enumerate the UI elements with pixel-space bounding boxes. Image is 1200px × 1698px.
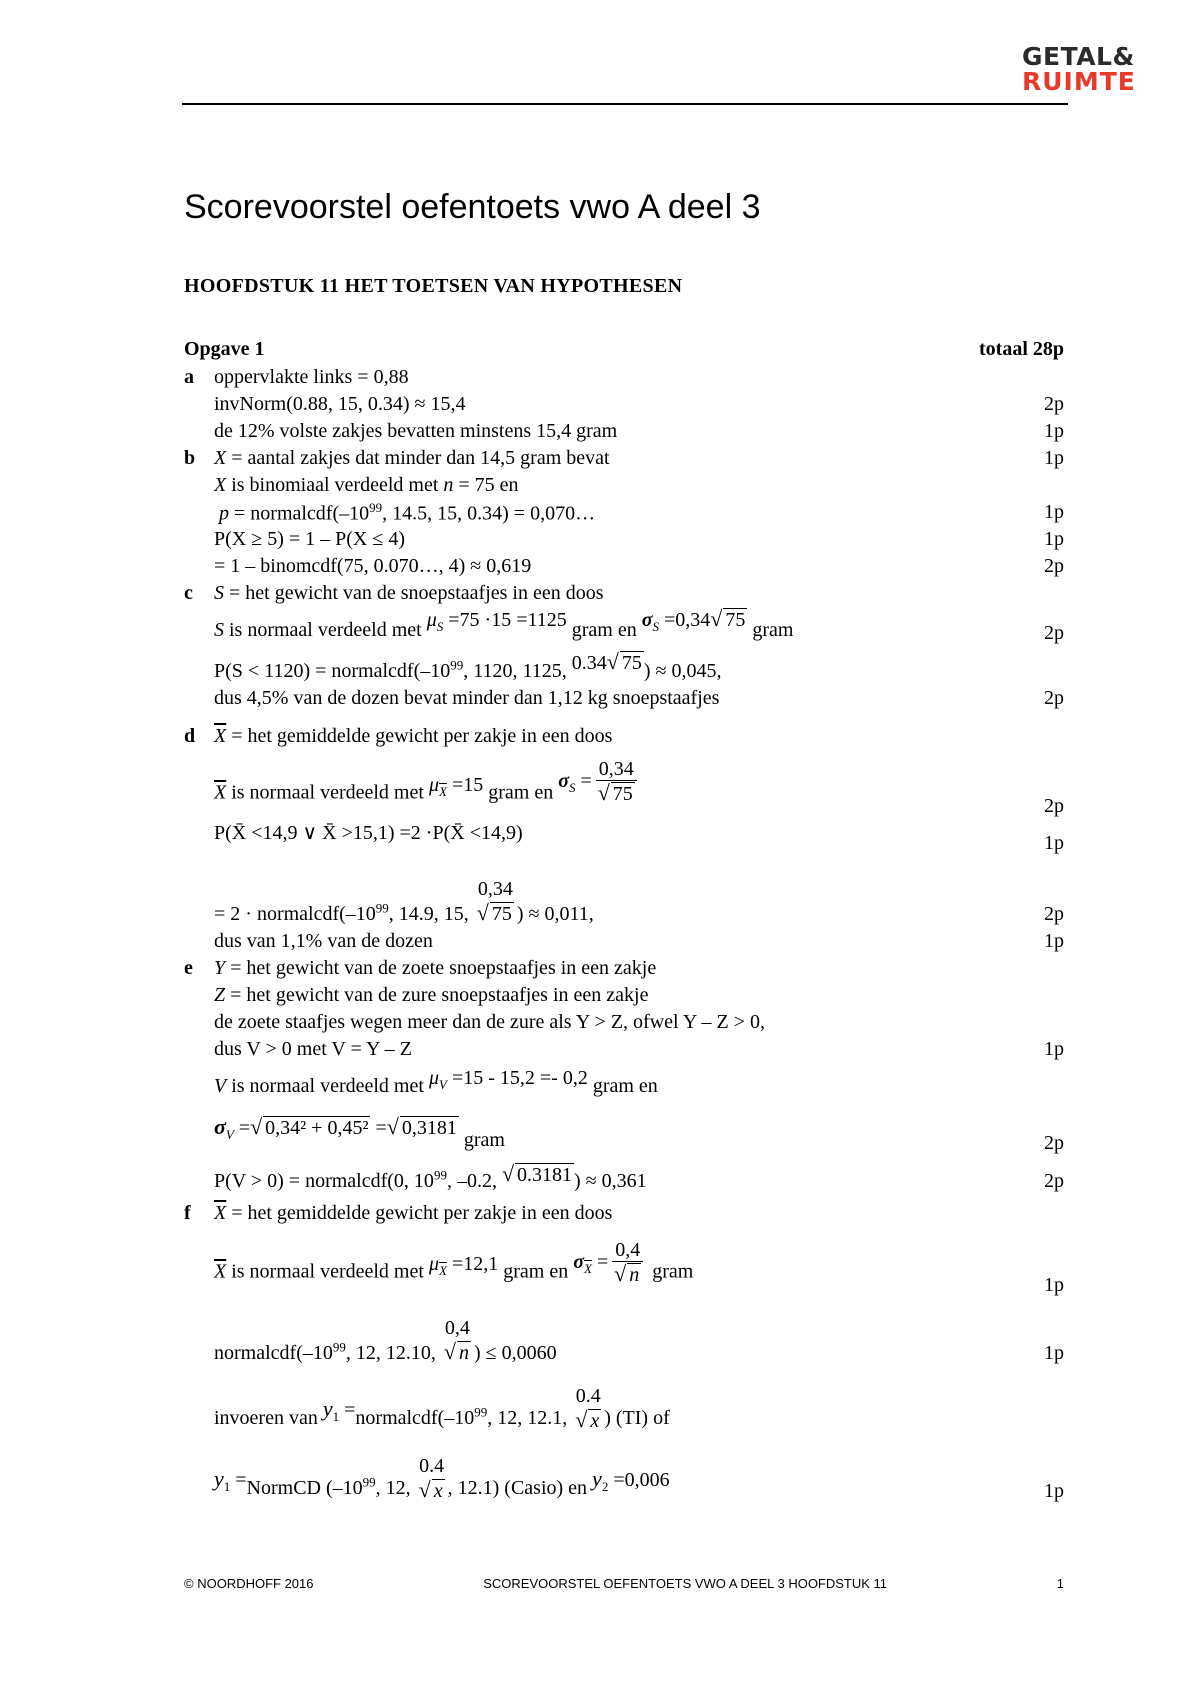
row-text: V is normaal verdeeld met $\mu_V =15 - 15,2 =- 0,2$ gram en (214, 1067, 658, 1097)
y1-symbol: y (322, 1396, 333, 1421)
row-text-part: gram en (587, 1075, 658, 1097)
row-text-part: , –0.2, (446, 1170, 502, 1192)
equals: = (339, 1399, 356, 1421)
row-text-part: , 12, (375, 1477, 416, 1499)
sqrt-value: 75 (491, 903, 512, 925)
sqrt-value: 75 (612, 783, 633, 805)
row-text: P(V > 0) = normalcdf(0, $10^{99}$, –0.2, √ 0.3181 ) ≈ 0,361 (214, 1161, 647, 1192)
row-text (214, 1317, 1004, 1365)
row-points: 2p (1044, 393, 1064, 415)
part-label: c (184, 582, 193, 604)
row-f2 (184, 1227, 1064, 1299)
row-text: X = aantal zakjes dat minder dan 14,5 gram bevat (214, 447, 610, 469)
part-label: b (184, 447, 196, 469)
row-text: S = het gewicht van de snoepstaafjes in een doos (214, 582, 604, 604)
fraction-numerator: 0.4 (419, 1455, 445, 1477)
row-points: 1p (1044, 447, 1064, 469)
row-text-part: , 12, 12.1, (487, 1407, 573, 1429)
row-text: X is binomiaal verdeeld met n = 75 en (214, 474, 519, 496)
row-text-part: normalcdf(–10 (355, 1407, 475, 1429)
header-rule (182, 103, 1068, 105)
row-points: 1p (1044, 528, 1064, 550)
row-e7 (184, 1157, 1064, 1195)
row-text: dus V > 0 met V = Y – Z (214, 1038, 412, 1060)
row-text-part: NormCD (–10 (246, 1477, 363, 1499)
row-text: $\overline{X}$ is normaal verdeeld met $\mu_{\overline{X}} =15$ gram en $\sigma_S$ = $\frac{0,34}{√ 75}$ (214, 770, 1004, 818)
part-label: e (184, 957, 193, 979)
row-d3 (184, 820, 1064, 854)
sigma-equals: = (233, 1117, 251, 1139)
row-d2 (184, 750, 1064, 820)
row-text-part: = 2 · normalcdf(–10 (214, 903, 376, 925)
row-points: 2p (1044, 622, 1064, 644)
row-text-part: , 14.9, 15, (388, 903, 474, 925)
logo-line-2: RUIMTE (1022, 67, 1136, 96)
row-text-part: gram en (483, 781, 559, 804)
fraction-numerator: 0,4 (612, 1239, 643, 1262)
sqrt-value: 0.3181 (517, 1164, 573, 1186)
row-text (214, 878, 1004, 926)
exponent: 99 (474, 1404, 488, 1420)
row-text-part: , 12, 12.10, (345, 1342, 441, 1364)
row-c3 (184, 649, 1064, 685)
row-points: 2p (1044, 1132, 1064, 1154)
part-label: f (184, 1202, 191, 1224)
row-text-part: P(V > 0) = normalcdf(0, 10 (214, 1170, 434, 1192)
row-text: de 12% volste zakjes bevatten minstens 15,4 gram (214, 420, 618, 442)
row-c2 (184, 607, 1064, 649)
row-text-part: is normaal verdeeld met (226, 1260, 429, 1283)
row-text-part: ) ≈ 0,011, (516, 903, 594, 925)
mu-value: =12,1 (451, 1252, 499, 1275)
row-text-part: ) (TI) of (604, 1407, 670, 1429)
row-f4 (184, 1367, 1064, 1435)
row-text: Z = het gewicht van de zure snoepstaafjes in een zakje (214, 984, 649, 1006)
row-text-part: gram en (566, 619, 642, 641)
sqrt-value: x (590, 1410, 600, 1432)
fraction-numerator: 0,34 (596, 758, 637, 781)
opgave-label: Opgave 1 (184, 337, 265, 360)
row-text-part: , 14.5, 15, 0.34) = 0,070… (382, 502, 596, 525)
answer-key (184, 334, 1064, 1505)
fraction: $\frac{0,4}{√ n}$ (612, 1239, 643, 1287)
sqrt-value: x (433, 1480, 443, 1502)
row-text-part: is normaal verdeeld met (224, 619, 427, 641)
fraction-numerator: 0,4 (444, 1317, 470, 1339)
row-c1 (184, 580, 1064, 607)
mu-value: =15 (451, 773, 484, 796)
row-text: Y = het gewicht van de zoete snoepstaafjes in een zakje (214, 957, 657, 979)
row-text-part: = het gemiddelde gewicht per zakje in een doos (226, 1202, 613, 1224)
row-a3 (184, 418, 1064, 445)
sqrt-value: n (458, 1342, 469, 1364)
row-a1 (184, 364, 1064, 391)
fraction: 0,34 √ 75 (476, 878, 513, 925)
row-text: $\overline{X}$ = het gemiddelde gewicht per zakje in een doos (214, 1202, 613, 1224)
row-text: $p = normalcdf(-10^{99}$, 14.5, 15, 0.34) = 0,070… (214, 499, 596, 525)
row-points: 1p (1044, 1038, 1064, 1060)
y2-value: =0,006 (613, 1469, 670, 1491)
coef-value: 0.34 (571, 652, 607, 674)
row-text-part: = het gewicht van de zoete snoepstaafjes in een zakje (225, 957, 657, 979)
fraction: 0.4 √ x (418, 1455, 445, 1502)
chapter-heading: HOOFDSTUK 11 HET TOETSEN VAN HYPOTHESEN (184, 275, 683, 297)
row-text: P(X̄ <14,9 ∨ X̄ >15,1) =2 ·P(X̄ <14,9) (214, 822, 523, 844)
row-text: $\sigma_V$ =√ 0,34² + 0,45² =√ 0,3181 gram (214, 1114, 505, 1151)
row-f5 (184, 1435, 1064, 1505)
row-text-part: = 75 en (453, 474, 519, 496)
row-points: 1p (1044, 832, 1064, 854)
sqrt-value: 0,3181 (401, 1117, 457, 1139)
row-e4 (184, 1036, 1064, 1063)
part-label: d (184, 725, 196, 747)
row-b4 (184, 526, 1064, 553)
row-text: dus van 1,1% van de dozen (214, 930, 433, 952)
footer-page-number: 1 (1056, 1576, 1064, 1591)
row-text: P(X ≥ 5) = 1 – P(X ≤ 4) (214, 528, 406, 550)
row-points: 1p (1044, 1274, 1064, 1296)
row-text: $P(S < 1120) = normalcdf(-10^{99}$, 1120, 1125, 0.34√ 75 ) ≈ 0,045, (214, 649, 722, 682)
row-points: 2p (1044, 903, 1064, 925)
row-points: 2p (1044, 687, 1064, 709)
row-text-part: gram (647, 1260, 694, 1283)
logo (1022, 44, 1152, 94)
page-title: Scorevoorstel oefentoets vwo A deel 3 (184, 188, 761, 226)
row-text-part: ) ≈ 0,045, (643, 660, 722, 682)
row-text-part: gram (458, 1129, 505, 1151)
footer-copyright: © NOORDHOFF 2016 (184, 1576, 314, 1591)
opgave-header (184, 334, 1064, 364)
fraction: 0,4 √ n (443, 1317, 470, 1364)
fraction: $\frac{0,34}{√ 75}$ (596, 758, 637, 806)
row-points: 1p (1044, 501, 1064, 523)
row-text: $\overline{X}$ is normaal verdeeld met $\mu_{\overline{X}} =12,1$ gram en $\sigma_{\overline{X}}$ = $\frac{0,4}{√ n}$ gram (214, 1239, 694, 1286)
page-footer (184, 1576, 1064, 1591)
row-text-part: = het gemiddelde gewicht per zakje in een doos (226, 725, 613, 747)
exponent: 99 (450, 657, 464, 673)
row-f1 (184, 1195, 1064, 1227)
exponent: 99 (375, 900, 389, 916)
row-text-part: gram (747, 619, 794, 641)
row-text: oppervlakte links = 0,88 (214, 366, 409, 388)
exponent: 99 (332, 1339, 346, 1355)
fraction-numerator: 0,34 (477, 878, 513, 900)
opgave-total: totaal 28p (979, 337, 1064, 360)
row-text-part: = het gewicht van de zure snoepstaafjes in een zakje (225, 984, 649, 1006)
row-b1 (184, 445, 1064, 472)
row-a2 (184, 391, 1064, 418)
sqrt-value: n (629, 1264, 640, 1286)
sqrt-value: 75 (725, 609, 746, 631)
part-label: a (184, 366, 194, 388)
row-text-part: = aantal zakjes dat minder dan 14,5 gram bevat (231, 447, 610, 469)
row-f3 (184, 1299, 1064, 1367)
exponent: 99 (362, 1474, 376, 1490)
row-text-part: P(S < 1120) = normalcdf(–10 (214, 660, 451, 682)
row-text-part: gram en (498, 1260, 574, 1283)
row-text-part: invoeren van (214, 1407, 323, 1429)
fraction-numerator: 0.4 (575, 1385, 601, 1407)
row-e2 (184, 982, 1064, 1009)
row-e1 (184, 955, 1064, 982)
row-d4 (184, 850, 1064, 928)
row-text-part: = het gewicht van de snoepstaafjes in een doos (224, 582, 604, 604)
row-b5 (184, 553, 1064, 580)
row-points: 1p (1044, 420, 1064, 442)
row-text: dus 4,5% van de dozen bevat minder dan 1,12 kg snoepstaafjes (214, 687, 720, 709)
row-points: 2p (1044, 555, 1064, 577)
exponent: 99 (433, 1167, 447, 1183)
exponent: 99 (369, 499, 383, 515)
row-text-part: = normalcdf(–10 (229, 502, 370, 525)
footer-title: SCOREVOORSTEL OEFENTOETS VWO A DEEL 3 HOOFDSTUK 11 (483, 1576, 888, 1591)
row-d5 (184, 928, 1064, 955)
logo-line-1: GETAL& (1022, 42, 1135, 71)
row-text: = 1 – binomcdf(75, 0.070…, 4) ≈ 0,619 (214, 555, 532, 577)
row-text: invoeren van $y_1$ $=normalcdf(-10^{99}$, 12, 12.1, 0.4 √ x ) (TI) of (214, 1385, 670, 1432)
row-text-part: ) ≤ 0,0060 (473, 1342, 557, 1364)
row-text-part: ) ≈ 0,361 (574, 1170, 647, 1192)
row-text: de zoete staafjes wegen meer dan de zure als Y > Z, ofwel Y – Z > 0, (214, 1011, 766, 1033)
sqrt-value: 75 (621, 652, 642, 674)
mu-value: =75 ·15 =1125 (448, 609, 567, 631)
row-text-part: , 1120, 1125, (463, 660, 572, 682)
row-points: 1p (1044, 1342, 1064, 1364)
row-c4 (184, 685, 1064, 712)
row-e5 (184, 1063, 1064, 1103)
sigma-value: =0,34 (664, 609, 711, 631)
row-text-part: , 12.1) (Casio) en (447, 1477, 593, 1499)
fraction: 0.4 √ x (575, 1385, 601, 1432)
row-points: 2p (1044, 1170, 1064, 1192)
row-points: 2p (1044, 795, 1064, 817)
row-text: $y_1$ =NormCD ($-10^{99}$, 12, 0.4 √ x , 12.1) (Casio) en $y_2 =0,006$ (214, 1455, 670, 1502)
row-text-part: is normaal verdeeld met (226, 781, 429, 804)
row-points: 1p (1044, 1480, 1064, 1502)
row-text: $\overline{X}$ = het gemiddelde gewicht per zakje in een doos (214, 725, 613, 747)
row-text: S is normaal verdeeld met $\mu_S =75 \cdot 15 =1125$ gram en $\sigma_S =0,34√$ 75 gram (214, 606, 794, 641)
row-b3 (184, 499, 1064, 526)
row-e6 (184, 1103, 1064, 1157)
row-d1 (184, 712, 1064, 750)
row-text-part: normalcdf(–10 (214, 1342, 333, 1364)
sqrt-value: 0,34² + 0,45² (265, 1117, 369, 1139)
row-text-part: is normaal verdeeld met (226, 1075, 429, 1097)
row-b2 (184, 472, 1064, 499)
row-points: 1p (1044, 930, 1064, 952)
equals: = (370, 1117, 387, 1139)
row-text: invNorm(0.88, 15, 0.34) ≈ 15,4 (214, 393, 466, 415)
mu-value: =15 - 15,2 =- 0,2 (451, 1067, 588, 1089)
row-e3 (184, 1009, 1064, 1036)
row-text-part: is binomiaal verdeeld met (226, 474, 444, 496)
